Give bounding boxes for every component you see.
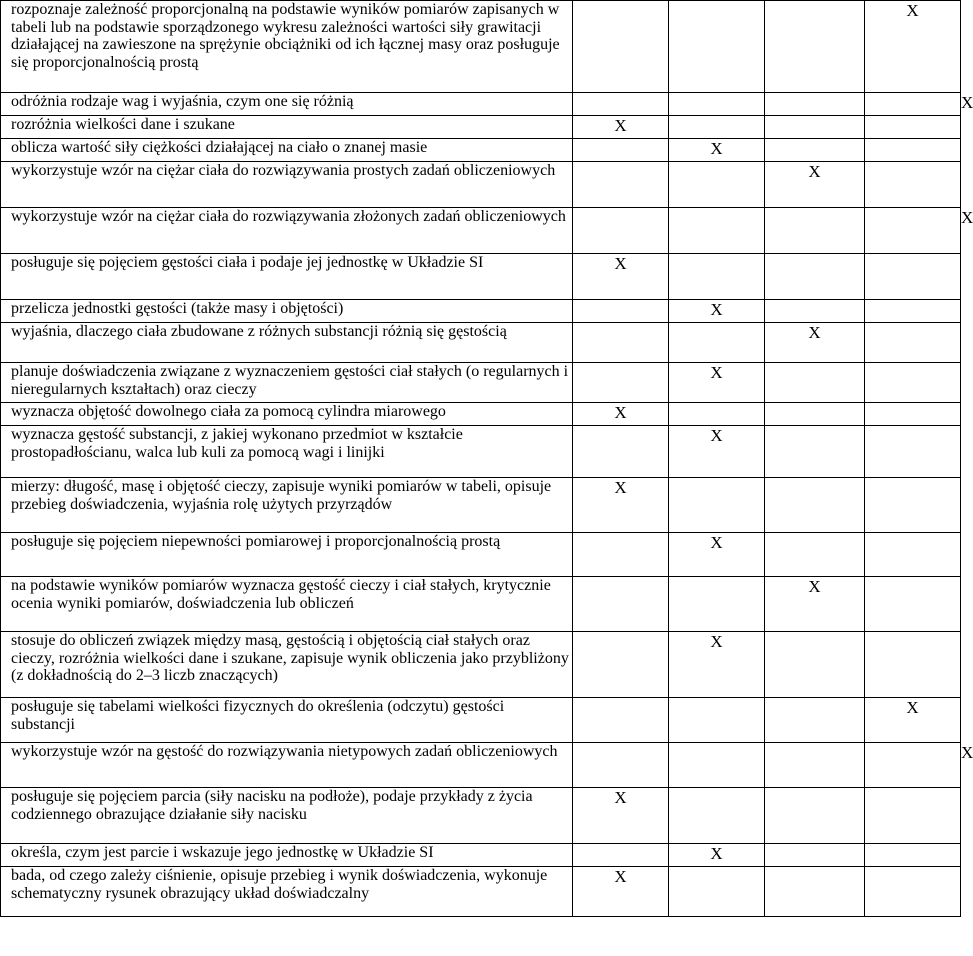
table-row — [1, 867, 961, 917]
table-row: wykorzystuje wzór na ciężar ciała do rozwiązywania złożonych zadań obliczeniowych X — [1, 208, 961, 254]
level-1-mark — [573, 632, 669, 698]
level-1-mark — [573, 743, 669, 788]
level-3-mark — [765, 743, 865, 788]
level-2-mark: X — [669, 300, 765, 323]
level-3-mark — [765, 426, 865, 478]
level-3-mark — [765, 632, 865, 698]
level-4-mark — [865, 867, 961, 917]
requirement-text: odróżnia rodzaje wag i wyjaśnia, czym one się różnią — [1, 93, 573, 116]
requirement-text: posługuje się pojęciem niepewności pomiarowej i proporcjonalnością prostą — [1, 533, 573, 577]
level-1-mark — [573, 577, 669, 632]
requirement-text: posługuje się tabelami wielkości fizycznych do określenia (odczytu) gęstości substancji — [1, 698, 573, 743]
requirement-text: posługuje się pojęciem gęstości ciała i podaje jej jednostkę w Układzie SI — [1, 254, 573, 300]
table-row — [1, 300, 961, 323]
level-2-mark — [669, 93, 765, 116]
table-row — [1, 116, 961, 139]
table-row: wykorzystuje wzór na gęstość do rozwiązywania nietypowych zadań obliczeniowych X — [1, 743, 961, 788]
table-row: odróżnia rodzaje wag i wyjaśnia, czym one się różnią X — [1, 93, 961, 116]
level-4-mark — [865, 844, 961, 867]
level-2-mark — [669, 698, 765, 743]
level-2-mark: X — [669, 632, 765, 698]
level-2-mark — [669, 577, 765, 632]
table-row — [1, 632, 961, 698]
level-1-mark — [573, 93, 669, 116]
level-2-mark — [669, 162, 765, 208]
requirement-text: wyznacza objętość dowolnego ciała za pomocą cylindra miarowego — [1, 403, 573, 426]
requirement-text: wykorzystuje wzór na ciężar ciała do rozwiązywania złożonych zadań obliczeniowych — [1, 208, 573, 254]
requirement-text: stosuje do obliczeń związek między masą, gęstością i objętością ciał stałych oraz cieczy, rozróżnia wielkości dane i szukane, zapisuje wynik obliczenia jako przybliżony (z dokładnością do 2–3 liczb znaczących) — [1, 632, 573, 698]
table-row — [1, 323, 961, 363]
level-2-mark — [669, 116, 765, 139]
level-4-mark — [865, 323, 961, 363]
requirement-text: oblicza wartość siły ciężkości działającej na ciało o znanej masie — [1, 139, 573, 162]
level-3-mark — [765, 403, 865, 426]
level-2-mark — [669, 208, 765, 254]
level-4-mark — [865, 300, 961, 323]
level-3-mark — [765, 116, 865, 139]
table-row — [1, 788, 961, 844]
level-4-mark — [865, 478, 961, 533]
level-1-mark — [573, 162, 669, 208]
level-4-mark — [865, 208, 961, 254]
table-row — [1, 426, 961, 478]
level-1-mark — [573, 323, 669, 363]
level-2-mark — [669, 1, 765, 93]
level-2-mark — [669, 478, 765, 533]
level-4-mark — [865, 403, 961, 426]
table-row — [1, 403, 961, 426]
level-3-mark — [765, 867, 865, 917]
level-4-mark — [865, 254, 961, 300]
level-4-mark — [865, 743, 961, 788]
level-4-mark — [865, 632, 961, 698]
level-2-mark — [669, 403, 765, 426]
level-3-mark — [765, 139, 865, 162]
level-1-mark: X — [573, 116, 669, 139]
level-1-mark — [573, 1, 669, 93]
level-1-mark — [573, 426, 669, 478]
requirement-text: planuje doświadczenia związane z wyznaczeniem gęstości ciał stałych (o regularnych i nieregularnych kształtach) oraz cieczy — [1, 363, 573, 403]
level-2-mark: X — [669, 139, 765, 162]
level-4-mark — [865, 533, 961, 577]
level-1-mark — [573, 698, 669, 743]
level-1-mark: X — [573, 254, 669, 300]
level-1-mark: X — [573, 788, 669, 844]
level-2-mark: X — [669, 533, 765, 577]
table-row — [1, 698, 961, 743]
level-3-mark — [765, 254, 865, 300]
table-row — [1, 162, 961, 208]
table-row — [1, 577, 961, 632]
table-row — [1, 844, 961, 867]
table-row — [1, 363, 961, 403]
table-row — [1, 478, 961, 533]
level-2-mark: X — [669, 363, 765, 403]
level-3-mark: X — [765, 577, 865, 632]
level-4-mark — [865, 116, 961, 139]
requirement-text: rozpoznaje zależność proporcjonalną na podstawie wyników pomiarów zapisanych w tabeli lub na podstawie sporządzonego wykresu zależności wartości siły grawitacji działającej na zawieszone na sprężynie obciążniki od ich łącznej masy oraz posługuje się proporcjonalnością prostą — [1, 1, 573, 93]
level-2-mark — [669, 867, 765, 917]
level-4-mark — [865, 162, 961, 208]
requirements-table-body — [1, 1, 973, 917]
level-3-mark — [765, 788, 865, 844]
level-1-mark — [573, 300, 669, 323]
table-row — [1, 1, 961, 93]
level-3-mark — [765, 208, 865, 254]
requirement-text: mierzy: długość, masę i objętość cieczy, zapisuje wyniki pomiarów w tabeli, opisuje przebieg doświadczenia, wyjaśnia rolę użytych przyrządów — [1, 478, 573, 533]
level-2-mark — [669, 788, 765, 844]
level-3-mark — [765, 533, 865, 577]
level-3-mark — [765, 300, 865, 323]
level-1-mark — [573, 844, 669, 867]
requirement-text: określa, czym jest parcie i wskazuje jego jednostkę w Układzie SI — [1, 844, 573, 867]
level-4-mark — [865, 93, 961, 116]
level-3-mark — [765, 363, 865, 403]
level-1-mark — [573, 208, 669, 254]
level-2-mark: X — [669, 426, 765, 478]
level-4-mark — [865, 426, 961, 478]
requirement-text: wykorzystuje wzór na ciężar ciała do rozwiązywania prostych zadań obliczeniowych — [1, 162, 573, 208]
requirement-text: bada, od czego zależy ciśnienie, opisuje przebieg i wynik doświadczenia, wykonuje schematyczny rysunek obrazujący układ doświadczalny — [1, 867, 573, 917]
level-3-mark — [765, 93, 865, 116]
requirement-text: wyjaśnia, dlaczego ciała zbudowane z różnych substancji różnią się gęstością — [1, 323, 573, 363]
level-3-mark — [765, 478, 865, 533]
level-1-mark — [573, 533, 669, 577]
level-4-mark — [865, 139, 961, 162]
level-3-mark — [765, 844, 865, 867]
level-1-mark: X — [573, 403, 669, 426]
level-4-mark — [865, 788, 961, 844]
level-1-mark: X — [573, 867, 669, 917]
level-3-mark — [765, 1, 865, 93]
level-3-mark: X — [765, 323, 865, 363]
level-3-mark: X — [765, 162, 865, 208]
table-row — [1, 254, 961, 300]
level-2-mark: X — [669, 844, 765, 867]
level-1-mark — [573, 139, 669, 162]
table-row — [1, 533, 961, 577]
requirement-text: wykorzystuje wzór na gęstość do rozwiązywania nietypowych zadań obliczeniowych — [1, 743, 573, 788]
requirement-text: posługuje się pojęciem parcia (siły nacisku na podłoże), podaje przykłady z życia codziennego obrazujące działanie siły nacisku — [1, 788, 573, 844]
level-2-mark — [669, 743, 765, 788]
level-2-mark — [669, 254, 765, 300]
table-row — [1, 139, 961, 162]
requirement-text: przelicza jednostki gęstości (także masy i objętości) — [1, 300, 573, 323]
level-2-mark — [669, 323, 765, 363]
level-4-mark: X — [865, 1, 961, 93]
level-3-mark — [765, 698, 865, 743]
requirement-text: rozróżnia wielkości dane i szukane — [1, 116, 573, 139]
requirement-text: wyznacza gęstość substancji, z jakiej wykonano przedmiot w kształcie prostopadłościanu, walca lub kuli za pomocą wagi i linijki — [1, 426, 573, 478]
level-4-mark: X — [865, 698, 961, 743]
level-1-mark — [573, 363, 669, 403]
level-4-mark — [865, 577, 961, 632]
level-1-mark: X — [573, 478, 669, 533]
level-4-mark — [865, 363, 961, 403]
requirement-text: na podstawie wyników pomiarów wyznacza gęstość cieczy i ciał stałych, krytycznie ocenia wyniki pomiarów, doświadczenia lub obliczeń — [1, 577, 573, 632]
